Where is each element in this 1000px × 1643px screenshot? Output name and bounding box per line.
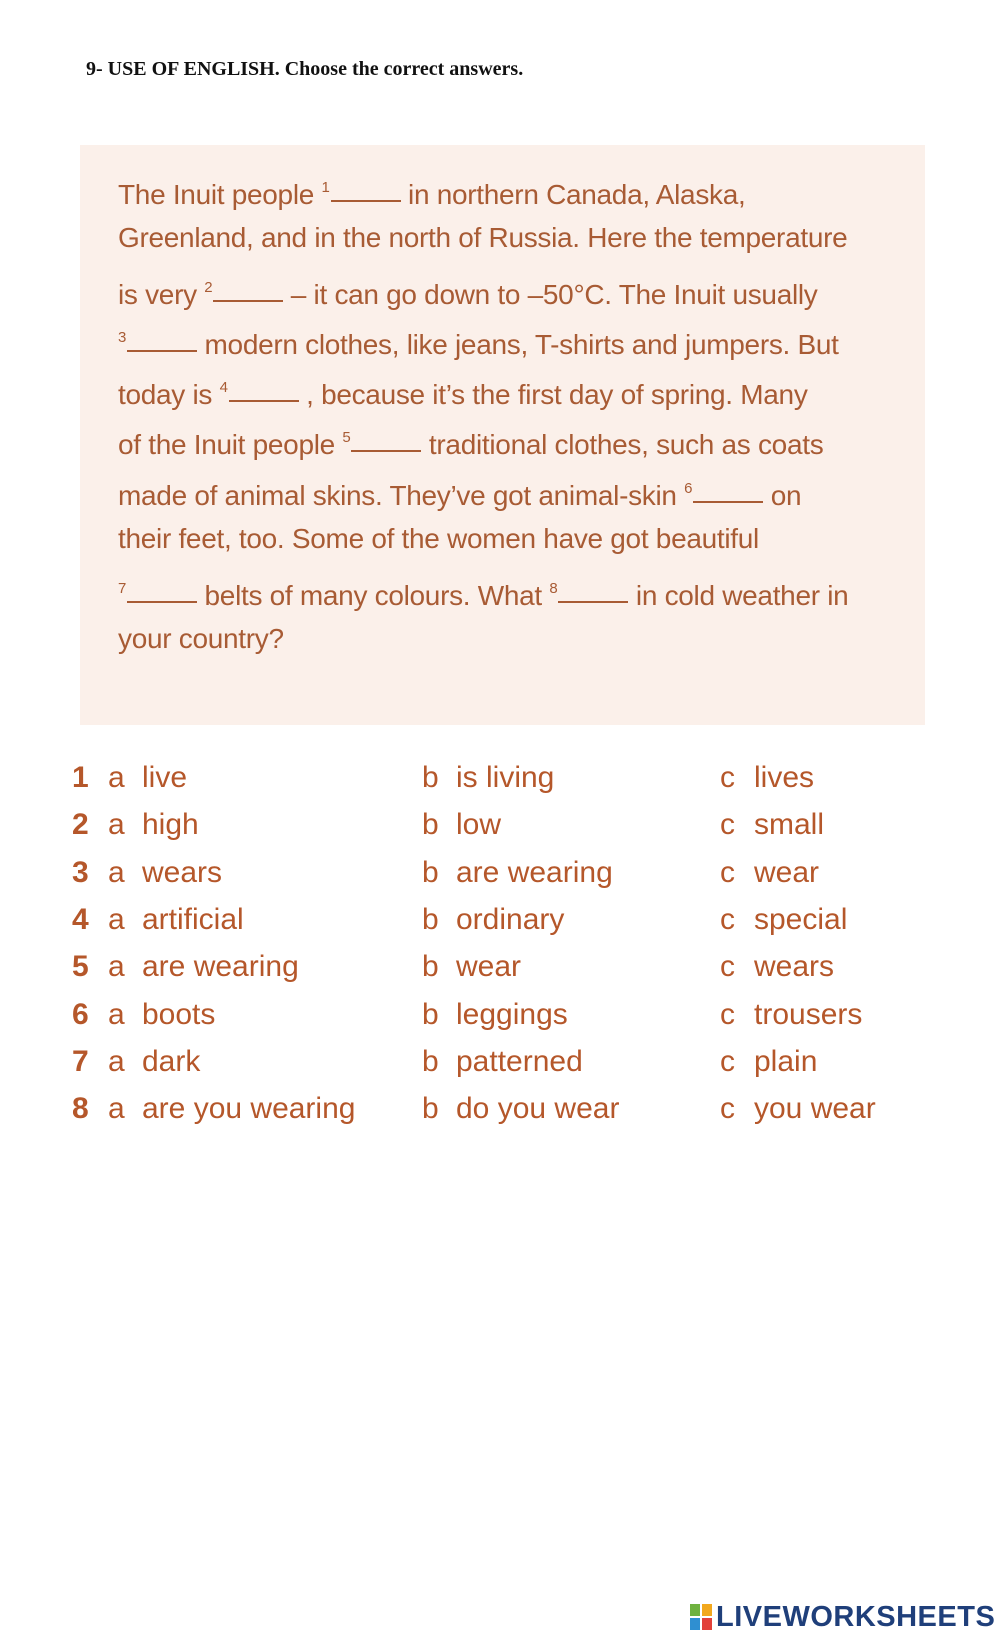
option-b[interactable]: wear	[456, 950, 522, 984]
option-b[interactable]: do you wear	[456, 1092, 620, 1126]
logo-text: LIVEWORKSHEETS	[716, 1600, 996, 1633]
question-number: 1	[72, 761, 89, 794]
passage-line	[118, 168, 745, 208]
gap-blank	[331, 199, 401, 202]
exercise-heading: 9- USE OF ENGLISH. Choose the correct answers.	[86, 58, 524, 80]
option-letter-c: c	[720, 902, 735, 936]
gap-blank	[127, 600, 197, 603]
question-row	[72, 995, 952, 1035]
question-number: 7	[72, 1044, 89, 1078]
option-letter-b: b	[422, 950, 439, 984]
gap-number: 7	[118, 580, 127, 597]
gap-number: 6	[684, 480, 693, 497]
option-a[interactable]: artificial	[142, 902, 244, 936]
gap-blank	[351, 449, 421, 452]
question-row	[72, 947, 952, 987]
option-letter-b: b	[422, 997, 439, 1031]
option-b[interactable]: patterned	[456, 1044, 583, 1078]
liveworksheets-logo-icon	[690, 1604, 712, 1630]
option-letter-b: b	[422, 855, 439, 889]
option-a[interactable]: live	[142, 761, 188, 794]
answer-gap	[118, 318, 197, 365]
reading-passage	[80, 145, 925, 725]
question-row	[72, 853, 952, 893]
option-letter-c: c	[720, 761, 735, 794]
option-letter-b: b	[422, 902, 439, 936]
option-b[interactable]: is living	[456, 761, 555, 794]
question-number: 5	[72, 950, 89, 984]
option-letter-b: b	[422, 761, 439, 794]
option-c[interactable]: you wear	[754, 1092, 876, 1126]
question-number: 8	[72, 1092, 89, 1126]
option-c[interactable]: plain	[754, 1044, 818, 1078]
answer-gap	[204, 268, 283, 315]
passage-line	[118, 368, 808, 408]
passage-text: of the Inuit people	[118, 429, 343, 460]
answer-gap	[342, 418, 421, 465]
option-letter-a: a	[108, 761, 125, 794]
option-a[interactable]: dark	[142, 1044, 201, 1078]
answer-gap	[684, 469, 763, 516]
liveworksheets-logo	[690, 1600, 995, 1634]
passage-text: , because it’s the first day of spring. Many	[298, 379, 808, 410]
passage-line	[118, 469, 801, 509]
answer-gap	[549, 569, 628, 616]
question-number: 3	[72, 855, 89, 889]
option-letter-c: c	[720, 997, 735, 1031]
option-b[interactable]: ordinary	[456, 902, 565, 936]
answer-gap	[118, 569, 197, 616]
question-row	[72, 805, 952, 845]
passage-text: traditional clothes, such as coats	[421, 429, 824, 460]
question-number: 4	[72, 902, 89, 936]
option-letter-c: c	[720, 855, 735, 889]
passage-text: in cold weather in	[628, 580, 849, 611]
answer-gap	[322, 168, 401, 215]
gap-blank	[229, 399, 299, 402]
option-a[interactable]: are wearing	[142, 950, 299, 984]
question-row	[72, 758, 952, 798]
passage-text: – it can go down to –50°C. The Inuit usually	[283, 279, 818, 310]
option-a[interactable]: wears	[142, 855, 223, 889]
option-a[interactable]: boots	[142, 997, 216, 1031]
option-letter-c: c	[720, 1044, 735, 1078]
question-row	[72, 900, 952, 940]
option-letter-b: b	[422, 808, 439, 842]
option-letter-a: a	[108, 902, 125, 936]
passage-text: is very	[118, 279, 205, 310]
passage-line	[118, 418, 823, 458]
option-b[interactable]: leggings	[456, 997, 568, 1031]
gap-blank	[213, 299, 283, 302]
question-row	[72, 1089, 952, 1129]
passage-line	[118, 268, 818, 308]
option-letter-c: c	[720, 950, 735, 984]
option-letter-a: a	[108, 1044, 125, 1078]
passage-line	[118, 218, 847, 258]
option-letter-a: a	[108, 950, 125, 984]
passage-line	[118, 619, 284, 659]
option-letter-c: c	[720, 1092, 735, 1126]
option-b[interactable]: low	[456, 808, 502, 842]
gap-number: 1	[321, 179, 330, 196]
gap-number: 2	[204, 279, 213, 296]
option-c[interactable]: trousers	[754, 997, 863, 1031]
passage-text: The Inuit people	[118, 179, 322, 210]
question-number: 2	[72, 808, 89, 842]
passage-text: modern clothes, like jeans, T-shirts and jumpers. But	[197, 329, 839, 360]
gap-number: 8	[549, 580, 558, 597]
option-a[interactable]: are you wearing	[142, 1092, 356, 1126]
gap-blank	[127, 349, 197, 352]
answer-gap	[220, 368, 299, 415]
passage-line	[118, 519, 759, 559]
question-number: 6	[72, 997, 89, 1031]
option-c[interactable]: wear	[754, 855, 820, 889]
gap-number: 3	[118, 329, 127, 346]
option-letter-c: c	[720, 808, 735, 842]
question-row	[72, 1042, 952, 1082]
gap-blank	[693, 500, 763, 503]
option-c[interactable]: small	[754, 808, 825, 842]
passage-text: on	[763, 480, 802, 511]
option-letter-a: a	[108, 1092, 125, 1126]
passage-text: belts of many colours. What	[197, 580, 550, 611]
option-letter-a: a	[108, 808, 125, 842]
option-a[interactable]: high	[142, 808, 199, 842]
option-letter-a: a	[108, 997, 125, 1031]
passage-line	[118, 569, 848, 609]
gap-number: 5	[342, 429, 351, 446]
gap-blank	[558, 600, 628, 603]
passage-text: made of animal skins. They’ve got animal-skin	[118, 480, 685, 511]
option-c[interactable]: special	[754, 902, 848, 936]
passage-text: in northern Canada, Alaska,	[400, 179, 746, 210]
option-letter-b: b	[422, 1092, 439, 1126]
passage-text: their feet, too. Some of the women have got beautiful	[118, 523, 759, 554]
passage-text: today is	[118, 379, 220, 410]
passage-line	[118, 318, 839, 358]
option-letter-b: b	[422, 1044, 439, 1078]
option-c[interactable]: lives	[754, 761, 815, 794]
gap-number: 4	[219, 379, 228, 396]
passage-text: Greenland, and in the north of Russia. Here the temperature	[118, 222, 848, 253]
option-c[interactable]: wears	[754, 950, 835, 984]
option-b[interactable]: are wearing	[456, 855, 613, 889]
passage-text: your country?	[118, 623, 284, 654]
option-letter-a: a	[108, 855, 125, 889]
